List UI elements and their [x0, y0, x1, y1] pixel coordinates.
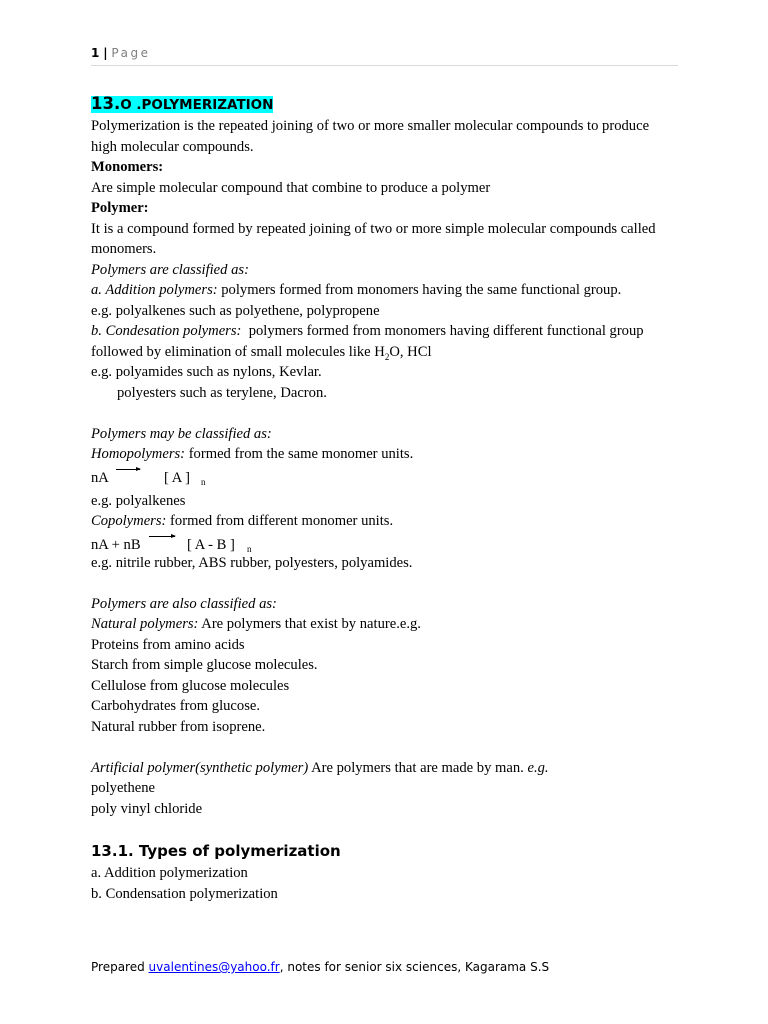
natural-item: Natural rubber from isoprene.	[91, 718, 266, 735]
addition-example: e.g. polyalkenes such as polyethene, polypropene	[91, 302, 380, 319]
homopolymers-text: formed from the same monomer units.	[185, 446, 414, 462]
page-footer	[91, 960, 549, 974]
copolymers-text: formed from different monomer units.	[166, 513, 394, 529]
spacer	[91, 403, 691, 424]
polymer-title: Polymer:	[91, 200, 149, 216]
intro-line-1: Polymerization is the repeated joining of two or more smaller molecular compounds to produce	[91, 118, 650, 134]
classification-3-title: Polymers are also classified as:	[91, 595, 277, 612]
copolymers-label: Copolymers:	[91, 513, 167, 529]
artificial-text: Are polymers that are made by man.	[308, 759, 528, 776]
homo-product-subscript: n	[201, 476, 206, 487]
heading-number: 13.	[91, 94, 121, 113]
co-product: [ A - B ]	[187, 536, 235, 553]
homopolymer-example: e.g. polyalkenes	[91, 492, 186, 509]
condensation-text: polymers formed from monomers having different functional group	[241, 323, 644, 339]
artificial-polymers-line	[91, 758, 691, 779]
co-product-subscript: n	[247, 543, 252, 554]
spacer	[91, 737, 691, 758]
homo-product: [ A ]	[164, 469, 190, 486]
artificial-eg: e.g.	[527, 759, 549, 776]
homo-reactant: nA	[91, 469, 109, 486]
artificial-item: poly vinyl chloride	[91, 800, 203, 817]
addition-text: polymers formed from monomers having the same functional group.	[217, 282, 622, 298]
artificial-label: Artificial polymer(synthetic polymer)	[91, 759, 309, 776]
spacer	[91, 573, 691, 594]
addition-label: a. Addition polymers:	[91, 282, 218, 298]
footer-prefix: Prepared	[91, 960, 149, 974]
copolymer-example: e.g. nitrile rubber, ABS rubber, polyesters, polyamides.	[91, 554, 413, 571]
footer-suffix: , notes for senior six sciences, Kagarama S.S	[279, 960, 550, 974]
condensation-polymers-line	[91, 321, 691, 342]
chapter-heading	[91, 93, 691, 115]
classification-2-title: Polymers may be classified as:	[91, 425, 272, 442]
heading-title: O .POLYMERIZATION	[120, 97, 274, 113]
classification-title: Polymers are classified as:	[91, 261, 249, 278]
reaction-arrow-icon	[149, 536, 175, 537]
monomers-title: Monomers:	[91, 159, 164, 175]
heading-highlight	[91, 96, 273, 113]
reaction-arrow-icon	[116, 469, 140, 470]
condensation-text-3: O, HCl	[389, 343, 432, 360]
natural-item: Cellulose from glucose molecules	[91, 677, 290, 694]
page-number: 1	[91, 46, 100, 60]
natural-item: Proteins from amino acids	[91, 636, 245, 653]
condensation-label: b. Condesation polymers:	[91, 323, 242, 339]
intro-line-2: high molecular compounds.	[91, 138, 254, 155]
condensation-example: e.g. polyamides such as nylons, Kevlar.	[91, 364, 322, 380]
homopolymers-line	[91, 444, 691, 465]
homopolymer-equation	[91, 465, 691, 491]
natural-item: Carbohydrates from glucose.	[91, 698, 260, 714]
author-email-link[interactable]: uvalentines@yahoo.fr	[148, 960, 280, 974]
copolymers-line	[91, 511, 691, 532]
page-label: Page	[111, 46, 151, 60]
natural-label: Natural polymers:	[91, 616, 199, 632]
condensation-line-2	[91, 342, 691, 363]
header-separator: |	[103, 46, 108, 60]
artificial-item: polyethene	[91, 780, 156, 796]
section-heading: 13.1. Types of polymerization	[91, 842, 341, 860]
condensation-text-2: followed by elimination of small molecules like H	[91, 343, 385, 360]
co-reactants: nA + nB	[91, 536, 141, 553]
monomers-definition: Are simple molecular compound that combine to produce a polymer	[91, 179, 491, 196]
addition-polymers-line	[91, 280, 691, 301]
document-body	[91, 93, 691, 904]
water-subscript: 2	[384, 351, 390, 362]
copolymer-equation	[91, 532, 691, 553]
spacer	[91, 819, 691, 831]
section-item: a. Addition polymerization	[91, 865, 248, 881]
condensation-example-2: polyesters such as terylene, Dacron.	[117, 384, 327, 401]
polymer-definition-1: It is a compound formed by repeated joining of two or more simple molecular compounds called	[91, 220, 656, 237]
natural-item: Starch from simple glucose molecules.	[91, 657, 318, 673]
page-header	[91, 46, 678, 66]
natural-polymers-line	[91, 614, 691, 635]
homopolymers-label: Homopolymers:	[91, 446, 186, 462]
section-item: b. Condensation polymerization	[91, 885, 278, 902]
natural-text: Are polymers that exist by nature.e.g.	[198, 616, 421, 632]
polymer-definition-2: monomers.	[91, 241, 157, 257]
